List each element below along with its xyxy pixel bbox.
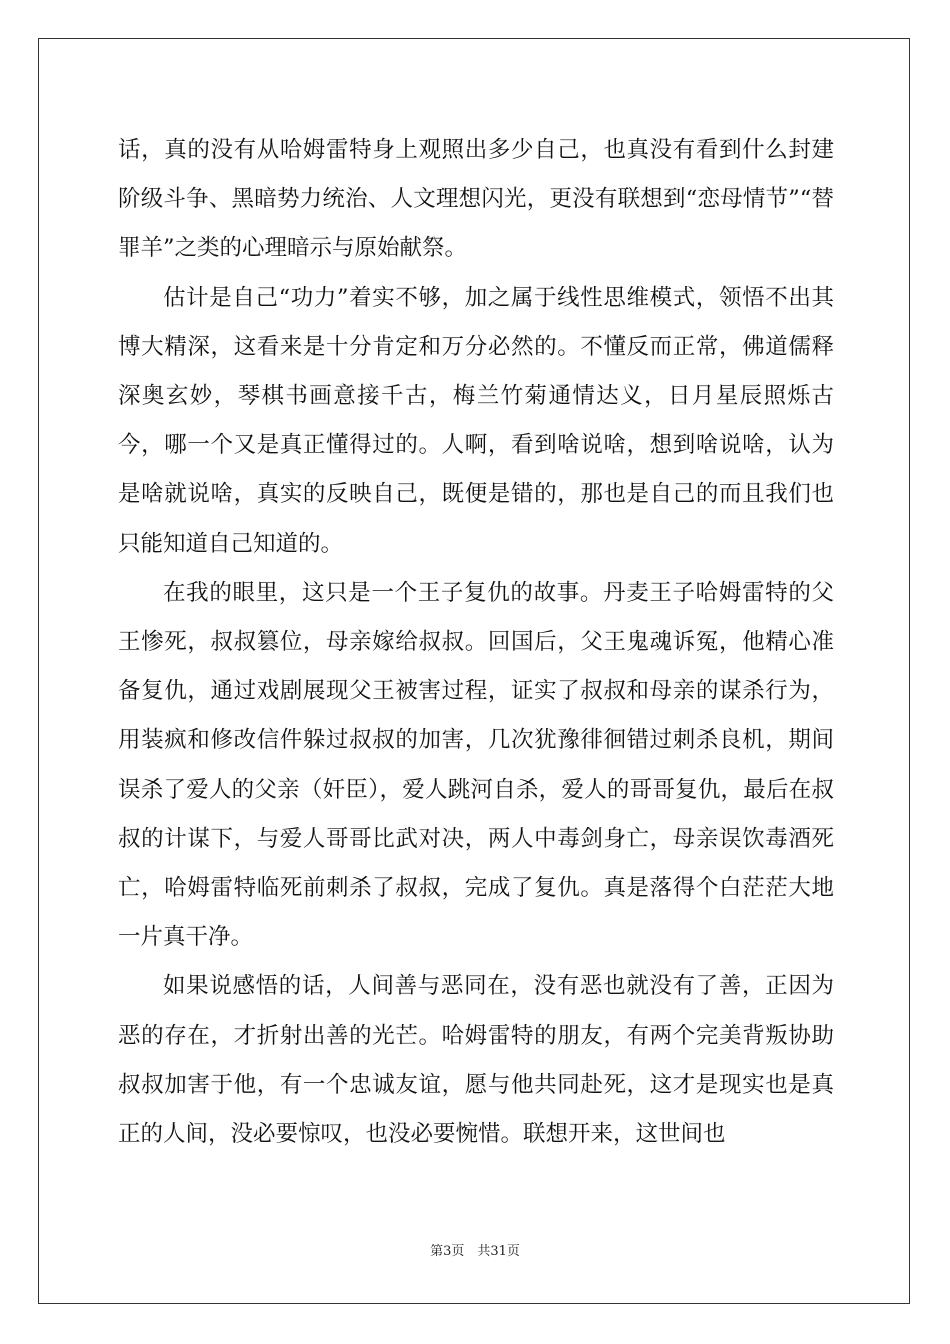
paragraph-3: 在我的眼里，这只是一个王子复仇的故事。丹麦王子哈姆雷特的父王惨死，叔叔篡位，母亲嫁给叔叔。回国后，父王鬼魂诉冤，他精心准备复仇，通过戏剧展现父王被害过程，证实了叔叔和母亲的谋杀行为，用装疯和修改信件躲过叔叔的加害，几次犹豫徘徊错过刺杀良机，期间误杀了爱人的父亲（奸臣），爱人跳河自杀，爱人的哥哥复仇，最后在叔叔的计谋下，与爱人哥哥比武对决，两人中毒剑身亡，母亲误饮毒酒死亡，哈姆雷特临死前刺杀了叔叔，完成了复仇。真是落得个白茫茫大地一片真干净。 — [118, 579, 834, 951]
paragraph-2: 估计是自己“功力”着实不够，加之属于线性思维模式，领悟不出其博大精深，这看来是十分肯定和万分必然的。不懂反而正常，佛道儒释深奥玄妙，琴棋书画意接千古，梅兰竹菊通情达义，日月星辰照烁古今，哪一个又是真正懂得过的。人啊，看到啥说啥，想到啥说啥，认为是啥就说啥，真实的反映自己，既便是错的，那也是自己的而且我们也只能知道自己知道的。 — [118, 284, 834, 557]
paragraph-4: 如果说感悟的话，人间善与恶同在，没有恶也就没有了善，正因为恶的存在，才折射出善的光芒。哈姆雷特的朋友，有两个完美背叛协助叔叔加害于他，有一个忠诚友谊，愿与他共同赴死，这才是现实也是真正的人间，没必要惊叹，也没必要惋惜。联想开来，这世间也 — [118, 973, 834, 1148]
document-body — [118, 126, 834, 1159]
page-number-footer: 第3页 共31页 — [430, 1244, 520, 1259]
paragraph-1: 话，真的没有从哈姆雷特身上观照出多少自己，也真没有看到什么封建阶级斗争、黑暗势力统治、人文理想闪光，更没有联想到“恋母情节”“替罪羊”之类的心理暗示与原始献祭。 — [118, 137, 834, 262]
